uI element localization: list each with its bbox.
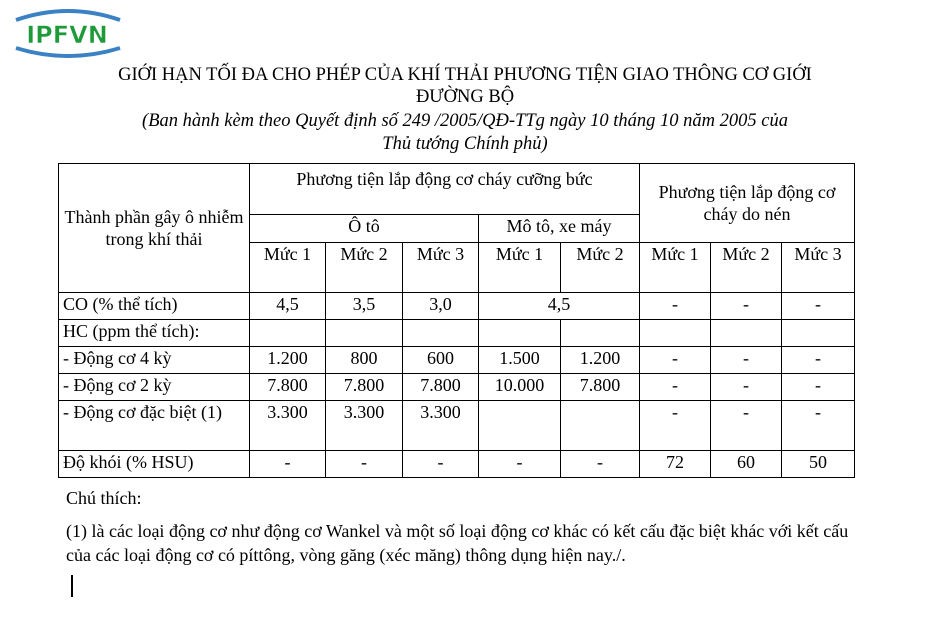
cell: 3,0 bbox=[403, 293, 479, 320]
cell: 10.000 bbox=[479, 374, 561, 401]
level-header: Mức 2 bbox=[326, 243, 403, 293]
cell: - bbox=[479, 451, 561, 478]
header-motorbike: Mô tô, xe máy bbox=[479, 215, 640, 243]
cell: - bbox=[250, 451, 326, 478]
cell: - bbox=[640, 293, 711, 320]
cell: 7.800 bbox=[326, 374, 403, 401]
cell bbox=[479, 401, 561, 451]
cell: 7.800 bbox=[250, 374, 326, 401]
level-header: Mức 3 bbox=[782, 243, 855, 293]
subtitle-line-2: Thủ tướng Chính phủ) bbox=[382, 134, 548, 154]
cell: - bbox=[403, 451, 479, 478]
row-label: - Động cơ 4 kỳ bbox=[59, 347, 250, 374]
level-header: Mức 1 bbox=[479, 243, 561, 293]
text-cursor bbox=[71, 575, 73, 597]
cell: - bbox=[711, 374, 782, 401]
level-header: Mức 1 bbox=[640, 243, 711, 293]
document-title bbox=[60, 64, 870, 108]
cell: 800 bbox=[326, 347, 403, 374]
cell: 3.300 bbox=[250, 401, 326, 451]
cell: 72 bbox=[640, 451, 711, 478]
level-header: Mức 3 bbox=[403, 243, 479, 293]
title-line-1: GIỚI HẠN TỐI ĐA CHO PHÉP CỦA KHÍ THẢI PHƯƠNG TIỆN GIAO THÔNG CƠ GIỚI bbox=[118, 65, 812, 85]
table-row-co bbox=[59, 293, 855, 320]
cell: 3,5 bbox=[326, 293, 403, 320]
table-row-special bbox=[59, 401, 855, 451]
table-row-smoke bbox=[59, 451, 855, 478]
cell: - bbox=[640, 401, 711, 451]
row-label: CO (% thể tích) bbox=[59, 293, 250, 320]
cell: 7.800 bbox=[561, 374, 640, 401]
notes-heading: Chú thích: bbox=[66, 488, 142, 508]
cell: 1.200 bbox=[561, 347, 640, 374]
cell: 7.800 bbox=[403, 374, 479, 401]
cell: 1.500 bbox=[479, 347, 561, 374]
cell: - bbox=[711, 401, 782, 451]
cell: - bbox=[640, 374, 711, 401]
cell: 600 bbox=[403, 347, 479, 374]
subtitle-line-1: (Ban hành kèm theo Quyết định số 249 /2005/QĐ-TTg ngày 10 tháng 10 năm 2005 của bbox=[142, 111, 788, 131]
header-car: Ô tô bbox=[250, 215, 479, 243]
cell: - bbox=[711, 293, 782, 320]
row-label: - Động cơ đặc biệt (1) bbox=[59, 401, 250, 451]
table-row-2stroke bbox=[59, 374, 855, 401]
svg-text:IPFVN: IPFVN bbox=[26, 21, 108, 49]
header-spark-ignition: Phương tiện lắp động cơ cháy cưỡng bức bbox=[250, 164, 640, 215]
cell: 50 bbox=[782, 451, 855, 478]
cell: - bbox=[782, 293, 855, 320]
cell: - bbox=[561, 451, 640, 478]
level-header: Mức 2 bbox=[561, 243, 640, 293]
level-header: Mức 1 bbox=[250, 243, 326, 293]
cell: 3.300 bbox=[326, 401, 403, 451]
cell: - bbox=[782, 347, 855, 374]
title-line-2: ĐƯỜNG BỘ bbox=[415, 87, 515, 107]
table-row-4stroke bbox=[59, 347, 855, 374]
row-label: HC (ppm thể tích): bbox=[59, 320, 250, 347]
cell: - bbox=[782, 374, 855, 401]
cell: - bbox=[782, 401, 855, 451]
level-header: Mức 2 bbox=[711, 243, 782, 293]
table-row-hc bbox=[59, 320, 855, 347]
header-component: Thành phần gây ô nhiễm trong khí thải bbox=[59, 164, 250, 293]
cell: 3.300 bbox=[403, 401, 479, 451]
row-label: - Động cơ 2 kỳ bbox=[59, 374, 250, 401]
cell: 4,5 bbox=[479, 293, 640, 320]
cell: 4,5 bbox=[250, 293, 326, 320]
cell: - bbox=[326, 451, 403, 478]
note-1: (1) là các loại động cơ như động cơ Wankel và một số loại động cơ khác có kết cấu đặc biệt khác với kết cấu của các loại động cơ có píttông, vòng găng (xéc măng) thông dụng hiện nay./. bbox=[66, 521, 849, 565]
cell: 60 bbox=[711, 451, 782, 478]
cell: - bbox=[711, 347, 782, 374]
row-label: Độ khói (% HSU) bbox=[59, 451, 250, 478]
cell: 1.200 bbox=[250, 347, 326, 374]
header-compression-ignition: Phương tiện lắp động cơ cháy do nén bbox=[640, 164, 855, 243]
cell bbox=[561, 401, 640, 451]
cell: - bbox=[640, 347, 711, 374]
emission-limits-table bbox=[58, 163, 855, 478]
ipfvn-logo bbox=[8, 8, 126, 58]
document-subtitle bbox=[60, 110, 870, 156]
